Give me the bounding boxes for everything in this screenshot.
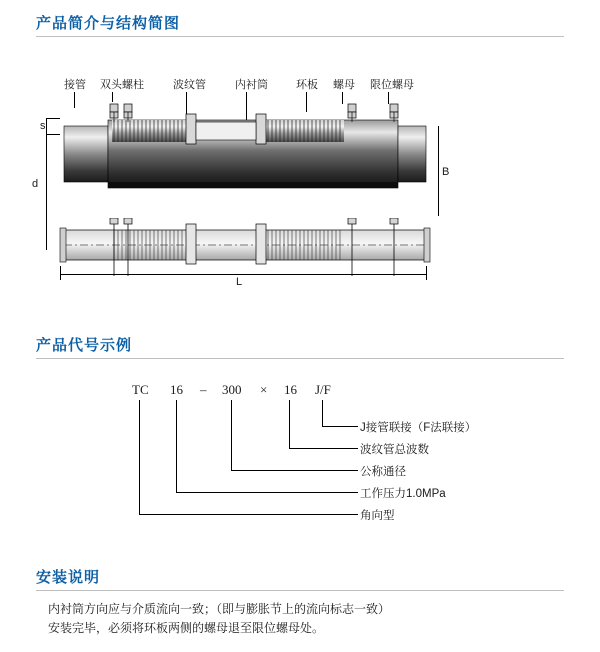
dim-L-tick-right (426, 266, 427, 280)
dimension-label-B: B (442, 166, 450, 178)
callout-label-1: 双头螺柱 (100, 79, 144, 91)
dimension-label-L: L (236, 276, 243, 288)
dim-s-tick-bottom (46, 134, 60, 135)
structure-diagram (32, 68, 560, 288)
code-legend-4: 角向型 (360, 510, 395, 522)
dimension-label-d: d (32, 178, 39, 190)
code-leader-v-0 (139, 400, 140, 514)
code-token-3: 300 (222, 382, 242, 397)
install-note-0: 内衬筒方向应与介质流向一致；（即与膨胀节上的流向标志一致） (48, 602, 391, 616)
install-notes (48, 600, 568, 638)
dim-L-tick-left (60, 266, 61, 280)
code-token-4: × (260, 382, 268, 397)
section-title-code: 产品代号示例 (36, 337, 133, 354)
code-leader-v-3 (231, 400, 232, 470)
code-token-0: TC (132, 382, 149, 397)
title-divider-code (36, 358, 564, 359)
code-leader-h-1 (176, 492, 358, 493)
code-leader-h-3 (231, 470, 358, 471)
code-leader-h-5 (289, 448, 358, 449)
code-legend-1: 波纹管总波数 (360, 444, 429, 456)
title-divider-figure (36, 36, 564, 37)
section-title-figure: 产品简介与结构简图 (36, 15, 181, 32)
code-token-2: – (200, 382, 207, 397)
dim-B-line (438, 126, 439, 216)
title-divider-install (36, 590, 564, 591)
lower-view-drawing (48, 218, 468, 288)
callout-label-6: 限位螺母 (370, 79, 414, 91)
callout-label-0: 接管 (64, 79, 86, 91)
code-token-1: 16 (170, 382, 183, 397)
dimension-label-s: s (40, 120, 46, 132)
code-legend-3: 工作压力1.0MPa (360, 488, 446, 500)
code-legend-0: J接管联接（F法联接） (360, 422, 477, 434)
install-note-1: 安装完毕，必须将环板两侧的螺母退至限位螺母处。 (48, 621, 325, 635)
code-legend-2: 公称通径 (360, 466, 406, 478)
callout-label-2: 波纹管 (173, 79, 206, 91)
dim-s-tick-top (46, 118, 60, 119)
code-leader-v-1 (176, 400, 177, 492)
code-leader-h-6 (322, 426, 358, 427)
code-leader-v-6 (322, 400, 323, 426)
section-title-install: 安装说明 (36, 569, 101, 586)
code-leader-h-0 (139, 514, 358, 515)
dim-L-line (60, 274, 426, 275)
code-token-5: 16 (284, 382, 297, 397)
callout-label-3: 内衬筒 (235, 79, 268, 91)
callout-label-4: 环板 (296, 79, 318, 91)
code-token-6: J/F (315, 382, 331, 397)
product-code-diagram (40, 370, 560, 540)
code-leader-v-5 (289, 400, 290, 448)
dim-d-line (46, 118, 47, 250)
upper-view-drawing (48, 96, 468, 226)
callout-label-5: 螺母 (333, 79, 355, 91)
